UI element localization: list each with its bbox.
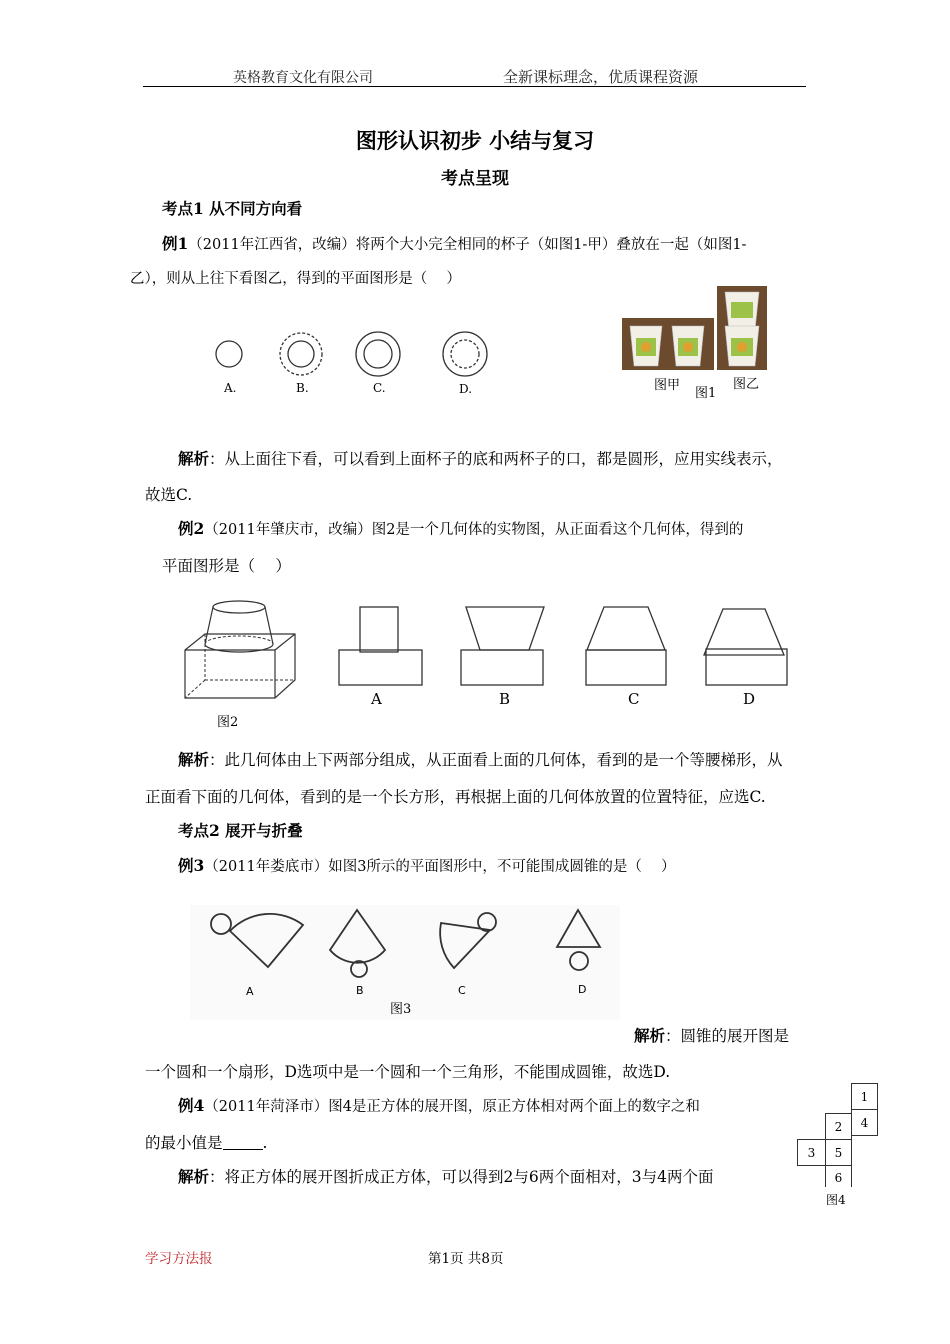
cube-number: 1 [860, 1090, 869, 1104]
ex1-line2: 乙），则从上往下看图乙，得到的平面图形是（ ） [130, 271, 461, 287]
ex1-option-d: D. [459, 382, 473, 396]
header-company: 英格教育文化有限公司 [233, 70, 373, 86]
cube-number: 5 [834, 1146, 843, 1160]
option-d-inner-dashed [451, 340, 479, 368]
ex1-analysis-line1 [178, 450, 783, 469]
ex2-analysis-text1: ：此几何体由上下两部分组成，从正面看上面的几何体，看到的是一个等腰梯形，从 [209, 751, 783, 769]
ex4-analysis-line1 [178, 1168, 713, 1187]
cube-net [797, 1083, 883, 1193]
header-slogan: 全新课标理念，优质课程资源 [503, 68, 699, 86]
ex3-analysis-line2: 一个圆和一个扇形，D选项中是一个圆和一个三角形，不能围成圆锥，故选D. [145, 1063, 671, 1081]
cube-face-3 [797, 1139, 826, 1166]
ex2-label: 例2 [178, 519, 205, 538]
ex2-option-a: A [371, 690, 382, 708]
ex1-text1: （2011年江西省，改编）将两个大小完全相同的杯子（如图1-甲）叠放在一起（如图1- [188, 237, 747, 253]
answer-blank [223, 1135, 263, 1150]
ex2-analysis-line2: 正面看下面的几何体，看到的是一个长方形，再根据上面的几何体放置的位置特征，应选C. [145, 788, 766, 806]
ex4-text2a: 的最小值是 [145, 1134, 223, 1152]
cube-face-1 [851, 1083, 878, 1110]
ex3-label: 例3 [178, 856, 205, 875]
option-b-outer-dashed [280, 333, 322, 375]
cube-face-2 [825, 1113, 852, 1140]
ex1-line1 [162, 235, 746, 254]
ex3-option-c: C [458, 984, 466, 997]
ex4-line2 [145, 1134, 267, 1153]
photo-label-jia: 图甲 [654, 378, 681, 393]
fig2-label: 图2 [217, 715, 239, 730]
ex1-analysis-line2: 故选C. [145, 486, 193, 504]
ex3-analysis-line1 [634, 1027, 789, 1046]
cube-number: 6 [834, 1171, 843, 1185]
ex4-analysis-text1: ：将正方体的展开图折成正方体，可以得到2与6两个面相对，3与4两个面 [209, 1168, 714, 1186]
fig4-label: 图4 [826, 1193, 846, 1207]
ex1-analysis-label: 解析 [178, 449, 210, 468]
cube-number: 3 [807, 1146, 816, 1160]
cube-number: 2 [834, 1120, 843, 1134]
cup-photo-jia [622, 318, 714, 370]
ex3-analysis-text1: ：圆锥的展开图是 [665, 1027, 790, 1045]
ex2-option-c: C [628, 690, 640, 708]
fig2-solid [181, 598, 311, 708]
ex3-option-b: B [356, 984, 364, 997]
ex3-text1: （2011年娄底市）如图3所示的平面图形中，不可能围成圆锥的是（ ） [204, 859, 676, 875]
ex4-analysis-label: 解析 [178, 1167, 210, 1186]
option-c-outer [356, 332, 400, 376]
cube-face-4 [851, 1109, 878, 1136]
option-c-inner [364, 340, 392, 368]
ex2-option-b: B [499, 690, 511, 708]
cube-face-6 [825, 1165, 852, 1187]
footer-publisher: 学习方法报 [145, 1251, 213, 1267]
cube-face-5 [825, 1139, 852, 1166]
ex4-text1: （2011年菏泽市）图4是正方体的展开图，原正方体相对两个面上的数字之和 [204, 1099, 700, 1115]
ex2-line1 [178, 520, 743, 539]
ex4-label: 例4 [178, 1096, 205, 1115]
ex1-option-c: C. [373, 381, 386, 395]
ex3-option-a: A [246, 985, 254, 998]
option-b-inner [288, 341, 314, 367]
ex2-analysis-label: 解析 [178, 750, 210, 769]
header-rule [143, 86, 806, 87]
ex1-analysis-text1: ：从上面往下看，可以看到上面杯子的底和两杯子的口，都是圆形，应用实线表示， [209, 450, 783, 468]
footer-page-number: 第1页 共8页 [428, 1251, 504, 1267]
ex3-option-d: D [578, 983, 587, 996]
fig3-label: 图3 [390, 1002, 412, 1017]
ex4-line1 [178, 1097, 700, 1116]
ex1-label: 例1 [162, 234, 189, 253]
ex2-option-d: D [743, 690, 756, 708]
kaodian-2-heading: 考点2 展开与折叠 [178, 821, 303, 840]
section-subtitle: 考点呈现 [441, 169, 509, 189]
ex1-option-b: B. [296, 381, 309, 395]
page-title: 图形认识初步 小结与复习 [355, 128, 595, 153]
cup-photo-yi [717, 286, 767, 370]
ex2-analysis-line1 [178, 751, 783, 770]
ex3-line1 [178, 857, 676, 876]
kaodian-1-heading: 考点1 从不同方向看 [162, 199, 303, 218]
ex2-line2: 平面图形是（ ） [162, 557, 291, 575]
fig1-label: 图1 [695, 386, 717, 401]
photo-label-yi: 图乙 [733, 377, 760, 392]
option-d-outer [443, 332, 487, 376]
option-a-circle [216, 341, 242, 367]
ex3-analysis-label: 解析 [634, 1026, 666, 1045]
ex2-options-figure [336, 604, 806, 694]
ex1-option-a: A. [224, 381, 237, 395]
ex4-text2b: . [262, 1134, 268, 1152]
cube-number: 4 [860, 1116, 869, 1130]
ex2-text1: （2011年肇庆市，改编）图2是一个几何体的实物图，从正面看这个几何体，得到的 [204, 522, 744, 538]
